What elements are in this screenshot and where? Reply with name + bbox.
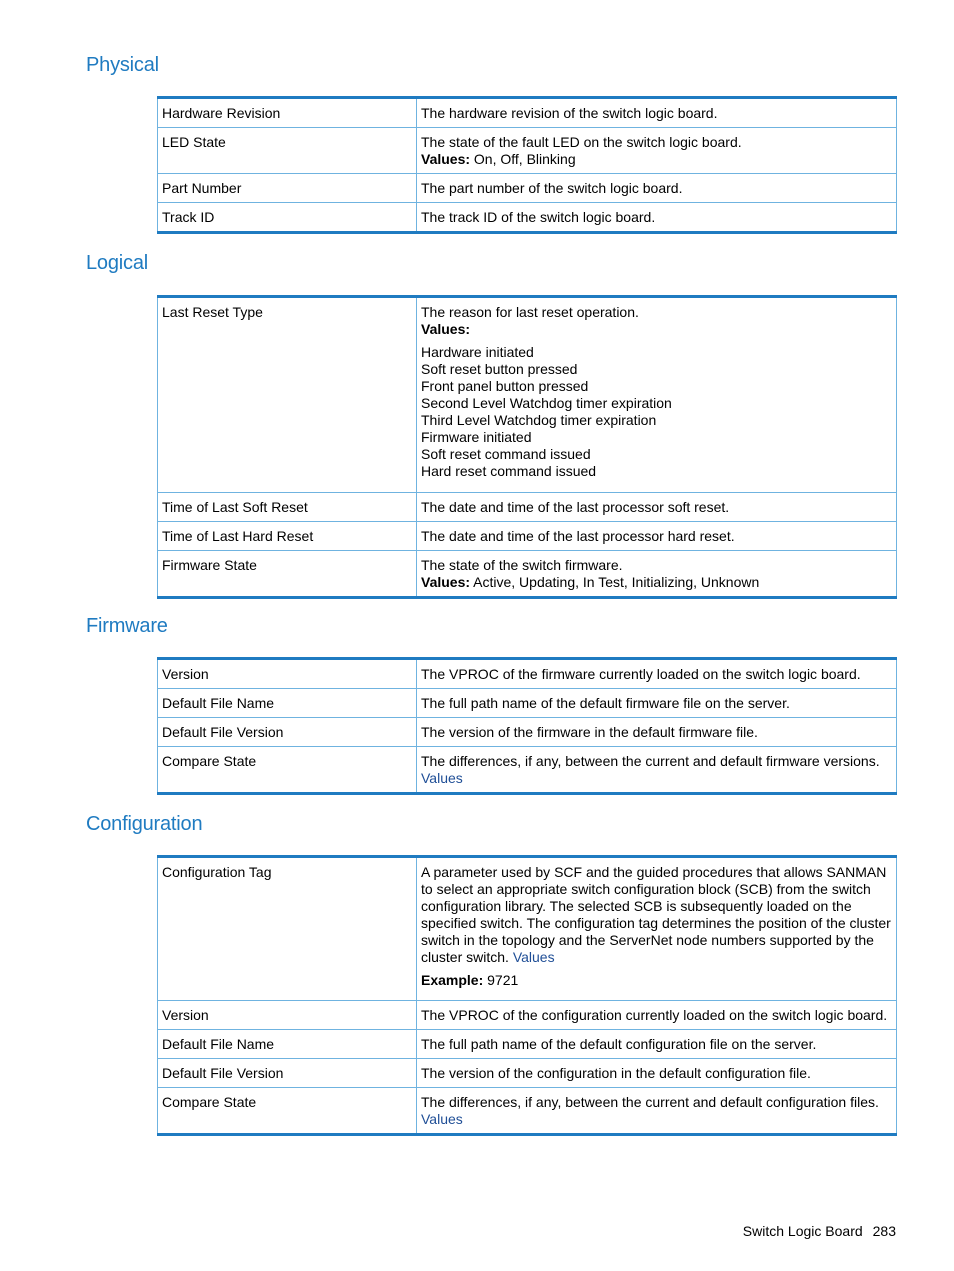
table-row: [158, 1059, 897, 1088]
heading-physical: Physical: [86, 54, 159, 76]
list-item: Hard reset command issued: [421, 463, 597, 479]
desc-text: The differences, if any, between the current and default firmware versions.: [421, 753, 880, 769]
values-list: [421, 344, 892, 480]
property-desc: The date and time of the last processor hard reset.: [417, 522, 897, 551]
table-row: [158, 174, 897, 203]
property-desc: [417, 857, 897, 1001]
table-configuration: [157, 855, 897, 1136]
desc-body: A parameter used by SCF and the guided procedures that allows SANMAN to select an appropriate switch configuration block (SCB) from the switch configuration library. The selected SCB is subsequently loaded on the specified switch. The configuration tag determines the position of the cluster switch in the topology and the ServerNet node numbers supported by the cluster switch.: [421, 864, 891, 965]
values-link[interactable]: Values: [421, 1111, 463, 1127]
table-physical: [157, 96, 897, 234]
desc-text: The state of the switch firmware.: [421, 557, 623, 573]
table-row: [158, 1088, 897, 1135]
table-row: [158, 522, 897, 551]
property-desc: The hardware revision of the switch logic board.: [417, 98, 897, 128]
values-link[interactable]: Values: [512, 949, 555, 965]
property-desc: [417, 747, 897, 794]
table-row: [158, 747, 897, 794]
list-item: Hardware initiated: [421, 344, 534, 360]
property-name: LED State: [158, 128, 417, 174]
values-label: Values:: [421, 321, 471, 337]
values-label: Values:: [421, 151, 471, 167]
property-desc: The part number of the switch logic board.: [417, 174, 897, 203]
property-desc: The full path name of the default configuration file on the server.: [417, 1030, 897, 1059]
values-text: Active, Updating, In Test, Initializing, Unknown: [473, 574, 760, 590]
page-footer: [743, 1223, 896, 1239]
heading-firmware: Firmware: [86, 615, 168, 637]
table-row: [158, 857, 897, 1001]
property-name: Hardware Revision: [158, 98, 417, 128]
list-item: Second Level Watchdog timer expiration: [421, 395, 672, 411]
table-row: [158, 718, 897, 747]
property-name: Last Reset Type: [158, 297, 417, 493]
property-desc: [417, 128, 897, 174]
property-name: Part Number: [158, 174, 417, 203]
heading-logical: Logical: [86, 252, 148, 274]
property-desc: The date and time of the last processor soft reset.: [417, 493, 897, 522]
table-row: [158, 659, 897, 689]
table-row: [158, 128, 897, 174]
property-name: Default File Name: [158, 689, 417, 718]
list-item: Soft reset command issued: [421, 446, 591, 462]
property-name: Compare State: [158, 747, 417, 794]
desc-text: The differences, if any, between the current and default configuration files.: [421, 1094, 879, 1110]
property-desc: The VPROC of the firmware currently loaded on the switch logic board.: [417, 659, 897, 689]
table-row: [158, 297, 897, 493]
table-row: [158, 1030, 897, 1059]
values-line: [421, 151, 892, 168]
property-desc: The full path name of the default firmware file on the server.: [417, 689, 897, 718]
property-name: Version: [158, 659, 417, 689]
table-row: [158, 551, 897, 598]
list-item: Soft reset button pressed: [421, 361, 578, 377]
property-name: Track ID: [158, 203, 417, 233]
property-desc: The VPROC of the configuration currently loaded on the switch logic board.: [417, 1001, 897, 1030]
values-line: [421, 574, 892, 591]
example-line: [421, 972, 892, 989]
values-link[interactable]: Values: [421, 770, 463, 786]
property-name: Compare State: [158, 1088, 417, 1135]
desc-text: The reason for last reset operation.: [421, 304, 639, 320]
table-row: [158, 203, 897, 233]
property-name: Time of Last Hard Reset: [158, 522, 417, 551]
property-name: Time of Last Soft Reset: [158, 493, 417, 522]
property-desc: The version of the firmware in the default firmware file.: [417, 718, 897, 747]
property-name: Configuration Tag: [158, 857, 417, 1001]
list-item: Firmware initiated: [421, 429, 532, 445]
property-desc: The version of the configuration in the default configuration file.: [417, 1059, 897, 1088]
desc-text: [421, 864, 892, 966]
property-name: Default File Name: [158, 1030, 417, 1059]
property-name: Default File Version: [158, 1059, 417, 1088]
table-row: [158, 1001, 897, 1030]
values-text: On, Off, Blinking: [473, 151, 576, 167]
list-item: Third Level Watchdog timer expiration: [421, 412, 657, 428]
footer-title: Switch Logic Board: [742, 1223, 863, 1239]
page-number: 283: [872, 1223, 896, 1239]
heading-configuration: Configuration: [86, 813, 203, 835]
table-firmware: [157, 657, 897, 795]
example-label: Example:: [421, 972, 484, 988]
property-name: Version: [158, 1001, 417, 1030]
property-name: Firmware State: [158, 551, 417, 598]
property-desc: [417, 297, 897, 493]
property-desc: [417, 551, 897, 598]
property-name: Default File Version: [158, 718, 417, 747]
list-item: Front panel button pressed: [421, 378, 589, 394]
table-row: [158, 493, 897, 522]
property-desc: [417, 1088, 897, 1135]
property-desc: The track ID of the switch logic board.: [417, 203, 897, 233]
table-logical: [157, 295, 897, 599]
table-row: [158, 689, 897, 718]
values-label: Values:: [421, 574, 471, 590]
desc-text: The state of the fault LED on the switch logic board.: [421, 134, 742, 150]
table-row: [158, 98, 897, 128]
example-value: 9721: [487, 972, 519, 988]
